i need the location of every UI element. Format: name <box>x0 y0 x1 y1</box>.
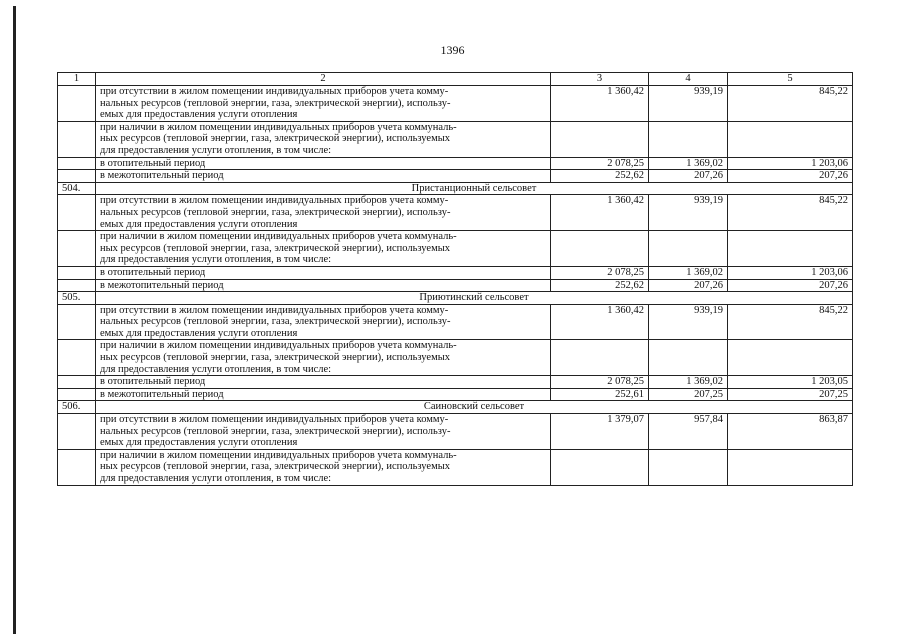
value-col-3: 252,61 <box>551 388 649 401</box>
value-col-3 <box>551 340 649 376</box>
period-row <box>58 266 853 279</box>
value-col-5: 845,22 <box>728 304 853 340</box>
value-col-5 <box>728 121 853 157</box>
row-description: в отопительный период <box>96 157 551 170</box>
period-row <box>58 157 853 170</box>
header-row <box>58 73 853 86</box>
value-col-5: 207,26 <box>728 279 853 292</box>
value-col-5: 845,22 <box>728 195 853 231</box>
group-header-row <box>58 292 853 305</box>
row-number-cell <box>58 279 96 292</box>
value-col-4: 207,25 <box>649 388 728 401</box>
value-col-3: 1 360,42 <box>551 304 649 340</box>
row-number-cell <box>58 414 96 450</box>
row-number-cell <box>58 376 96 389</box>
row-description: при отсутствии в жилом помещении индивидуальных приборов учета комму- нальных ресурсов (тепловой энергии, газа, электрической энергии), использу- емых для предоставления услуги отопления <box>96 86 551 122</box>
group-header-row <box>58 182 853 195</box>
table-body <box>58 73 853 486</box>
value-col-4: 1 369,02 <box>649 376 728 389</box>
col-header-3: 3 <box>551 73 649 86</box>
period-row <box>58 279 853 292</box>
value-col-5: 863,87 <box>728 414 853 450</box>
value-col-3: 1 360,42 <box>551 195 649 231</box>
value-col-3: 252,62 <box>551 279 649 292</box>
group-title: Приютинский сельсовет <box>96 292 853 305</box>
period-row <box>58 170 853 183</box>
row-number-cell <box>58 340 96 376</box>
value-col-3 <box>551 121 649 157</box>
col-header-2: 2 <box>96 73 551 86</box>
row-number-cell <box>58 170 96 183</box>
value-col-3: 1 379,07 <box>551 414 649 450</box>
value-col-5: 1 203,06 <box>728 266 853 279</box>
value-col-4: 957,84 <box>649 414 728 450</box>
value-col-4 <box>649 231 728 267</box>
row-description: при отсутствии в жилом помещении индивидуальных приборов учета комму- нальных ресурсов (тепловой энергии, газа, электрической энергии), использу- емых для предоставления услуги отопления <box>96 414 551 450</box>
value-col-5: 1 203,06 <box>728 157 853 170</box>
row-description: при отсутствии в жилом помещении индивидуальных приборов учета комму- нальных ресурсов (тепловой энергии, газа, электрической энергии), использу- емых для предоставления услуги отопления <box>96 304 551 340</box>
row-description: при наличии в жилом помещении индивидуальных приборов учета коммуналь- ных ресурсов (тепловой энергии, газа, электрической энергии), используемых для предоставления услуги отопления, в том числе: <box>96 121 551 157</box>
row-number-cell <box>58 449 96 485</box>
value-col-4 <box>649 121 728 157</box>
item-row <box>58 449 853 485</box>
item-row <box>58 231 853 267</box>
group-title: Пристанционный сельсовет <box>96 182 853 195</box>
value-col-3: 252,62 <box>551 170 649 183</box>
value-col-3: 2 078,25 <box>551 157 649 170</box>
value-col-5 <box>728 231 853 267</box>
row-number-cell <box>58 157 96 170</box>
row-description: при наличии в жилом помещении индивидуальных приборов учета коммуналь- ных ресурсов (тепловой энергии, газа, электрической энергии), используемых для предоставления услуги отопления, в том числе: <box>96 449 551 485</box>
tariff-table <box>57 72 853 486</box>
value-col-5: 845,22 <box>728 86 853 122</box>
row-description: в межотопительный период <box>96 279 551 292</box>
row-description: при наличии в жилом помещении индивидуальных приборов учета коммуналь- ных ресурсов (тепловой энергии, газа, электрической энергии), используемых для предоставления услуги отопления, в том числе: <box>96 231 551 267</box>
value-col-5: 207,26 <box>728 170 853 183</box>
item-row <box>58 86 853 122</box>
row-description: в отопительный период <box>96 376 551 389</box>
value-col-3 <box>551 449 649 485</box>
value-col-4: 1 369,02 <box>649 157 728 170</box>
row-number-cell <box>58 304 96 340</box>
value-col-4: 207,26 <box>649 279 728 292</box>
value-col-4: 939,19 <box>649 86 728 122</box>
col-header-5: 5 <box>728 73 853 86</box>
row-description: при отсутствии в жилом помещении индивидуальных приборов учета комму- нальных ресурсов (тепловой энергии, газа, электрической энергии), использу- емых для предоставления услуги отопления <box>96 195 551 231</box>
value-col-3: 2 078,25 <box>551 266 649 279</box>
value-col-4: 939,19 <box>649 195 728 231</box>
value-col-5 <box>728 340 853 376</box>
value-col-4: 939,19 <box>649 304 728 340</box>
value-col-3 <box>551 231 649 267</box>
row-number-cell <box>58 86 96 122</box>
row-number-cell <box>58 388 96 401</box>
item-row <box>58 304 853 340</box>
group-header-row <box>58 401 853 414</box>
value-col-5 <box>728 449 853 485</box>
group-number: 504. <box>58 182 96 195</box>
col-header-1: 1 <box>58 73 96 86</box>
row-description: в межотопительный период <box>96 170 551 183</box>
value-col-4: 1 369,02 <box>649 266 728 279</box>
row-number-cell <box>58 231 96 267</box>
value-col-4 <box>649 340 728 376</box>
period-row <box>58 388 853 401</box>
item-row <box>58 414 853 450</box>
row-description: при наличии в жилом помещении индивидуальных приборов учета коммуналь- ных ресурсов (тепловой энергии, газа, электрической энергии), используемых для предоставления услуги отопления, в том числе: <box>96 340 551 376</box>
item-row <box>58 340 853 376</box>
col-header-4: 4 <box>649 73 728 86</box>
item-row <box>58 121 853 157</box>
row-number-cell <box>58 266 96 279</box>
left-margin-line <box>13 6 16 634</box>
row-description: в отопительный период <box>96 266 551 279</box>
row-number-cell <box>58 121 96 157</box>
row-description: в межотопительный период <box>96 388 551 401</box>
group-title: Саиновский сельсовет <box>96 401 853 414</box>
value-col-3: 2 078,25 <box>551 376 649 389</box>
period-row <box>58 376 853 389</box>
page-number: 1396 <box>440 43 465 57</box>
value-col-4 <box>649 449 728 485</box>
row-number-cell <box>58 195 96 231</box>
group-number: 506. <box>58 401 96 414</box>
item-row <box>58 195 853 231</box>
value-col-3: 1 360,42 <box>551 86 649 122</box>
value-col-4: 207,26 <box>649 170 728 183</box>
group-number: 505. <box>58 292 96 305</box>
value-col-5: 1 203,05 <box>728 376 853 389</box>
value-col-5: 207,25 <box>728 388 853 401</box>
